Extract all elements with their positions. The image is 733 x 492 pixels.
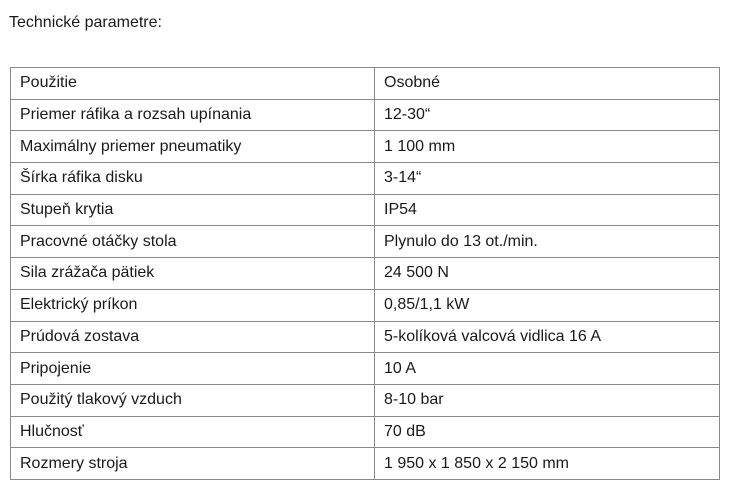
table-row: [11, 131, 720, 163]
table-row: [11, 68, 720, 100]
table-row: [11, 416, 720, 448]
spec-value: 12-30“: [375, 99, 720, 131]
table-row: [11, 163, 720, 195]
spec-value: 24 500 N: [375, 258, 720, 290]
table-row: [11, 226, 720, 258]
spec-label: Sila zrážača pätiek: [11, 258, 375, 290]
spec-value: 1 950 x 1 850 x 2 150 mm: [375, 448, 720, 480]
spec-label: Hlučnosť: [11, 416, 375, 448]
table-row: [11, 321, 720, 353]
spec-label: Prúdová zostava: [11, 321, 375, 353]
spec-label: Maximálny priemer pneumatiky: [11, 131, 375, 163]
spec-label: Stupeň krytia: [11, 194, 375, 226]
spec-value: Osobné: [375, 68, 720, 100]
spec-label: Priemer ráfika a rozsah upínania: [11, 99, 375, 131]
spec-label: Elektrický príkon: [11, 289, 375, 321]
spec-value: 5-kolíková valcová vidlica 16 A: [375, 321, 720, 353]
section-heading: Technické parametre:: [9, 14, 162, 31]
spec-value: Plynulo do 13 ot./min.: [375, 226, 720, 258]
spec-value: 8-10 bar: [375, 384, 720, 416]
spec-value: 70 dB: [375, 416, 720, 448]
spec-value: 10 A: [375, 353, 720, 385]
table-row: [11, 194, 720, 226]
spec-label: Šírka ráfika disku: [11, 163, 375, 195]
spec-label: Použitie: [11, 68, 375, 100]
spec-value: IP54: [375, 194, 720, 226]
table-row: [11, 99, 720, 131]
table-row: [11, 353, 720, 385]
table-row: [11, 448, 720, 480]
spec-label: Použitý tlakový vzduch: [11, 384, 375, 416]
table-row: [11, 289, 720, 321]
spec-label: Rozmery stroja: [11, 448, 375, 480]
spec-value: 1 100 mm: [375, 131, 720, 163]
spec-table: [10, 67, 720, 480]
spec-value: 3-14“: [375, 163, 720, 195]
table-row: [11, 258, 720, 290]
table-row: [11, 384, 720, 416]
spec-label: Pracovné otáčky stola: [11, 226, 375, 258]
spec-value: 0,85/1,1 kW: [375, 289, 720, 321]
spec-label: Pripojenie: [11, 353, 375, 385]
